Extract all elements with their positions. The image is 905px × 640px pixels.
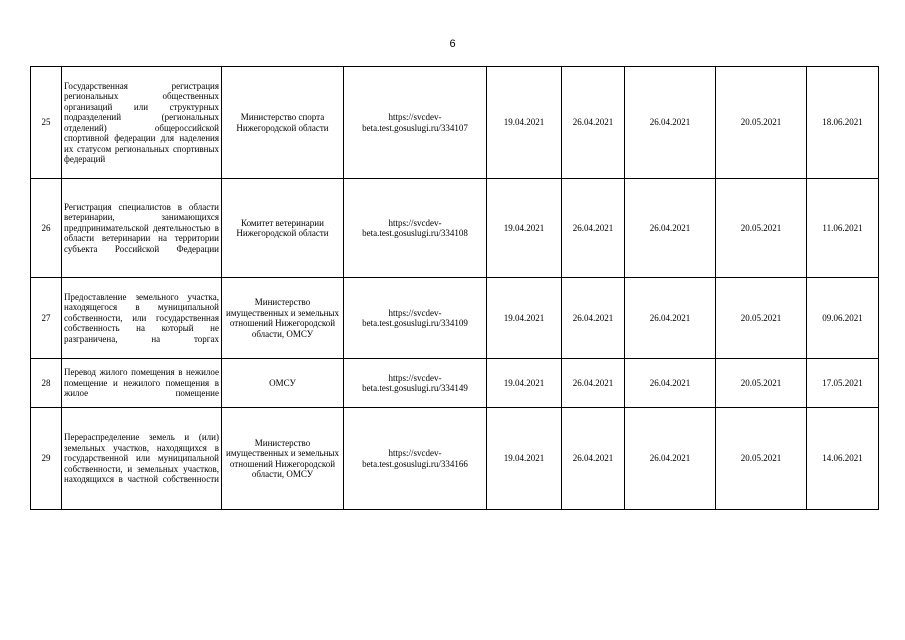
- service-name-cell: [62, 67, 222, 179]
- date-cell: 26.04.2021: [625, 408, 716, 510]
- date-cell: 26.04.2021: [625, 359, 716, 408]
- row-number-cell: 28: [31, 359, 62, 408]
- date-cell: 20.05.2021: [716, 278, 807, 359]
- table-row: [31, 67, 879, 179]
- service-name-cell: [62, 408, 222, 510]
- row-number-cell: 26: [31, 179, 62, 278]
- date-cell: 19.04.2021: [487, 278, 562, 359]
- table-row: [31, 278, 879, 359]
- service-name-cell: [62, 179, 222, 278]
- date-cell: 20.05.2021: [716, 408, 807, 510]
- date-cell: 26.04.2021: [625, 179, 716, 278]
- date-cell: 26.04.2021: [562, 179, 625, 278]
- service-name-text: Государственная регистрация региональных общественных организаций или структурных подразделений (региональных отделений) общероссийской спортивной федерации для наделения их статусом региональных спортивных федераций: [64, 80, 219, 164]
- services-table: [30, 66, 879, 510]
- service-link-cell: https://svcdev-beta.test.gosuslugi.ru/334109: [344, 278, 487, 359]
- date-cell: 26.04.2021: [562, 278, 625, 359]
- agency-cell: Комитет ветеринарии Нижегородской области: [222, 179, 344, 278]
- date-cell: 26.04.2021: [562, 67, 625, 179]
- date-cell: 11.06.2021: [807, 179, 879, 278]
- agency-cell: Министерство имущественных и земельных отношений Нижегородской области, ОМСУ: [222, 408, 344, 510]
- service-name-text: Перевод жилого помещения в нежилое помещение и нежилого помещения в жилое помещение: [64, 367, 219, 399]
- date-cell: 26.04.2021: [562, 408, 625, 510]
- table-row: [31, 359, 879, 408]
- date-cell: 09.06.2021: [807, 278, 879, 359]
- date-cell: 20.05.2021: [716, 359, 807, 408]
- service-name-cell: [62, 278, 222, 359]
- date-cell: 19.04.2021: [487, 67, 562, 179]
- agency-cell: Министерство спорта Нижегородской области: [222, 67, 344, 179]
- row-number-cell: 27: [31, 278, 62, 359]
- service-name-text: Перераспределение земель и (или) земельных участков, находящихся в государственной или муниципальной собственности, и земельных участков, находящихся в частной собственности: [64, 432, 219, 485]
- date-cell: 26.04.2021: [625, 278, 716, 359]
- service-link-cell: https://svcdev-beta.test.gosuslugi.ru/334166: [344, 408, 487, 510]
- date-cell: 19.04.2021: [487, 179, 562, 278]
- page-number: 6: [449, 38, 456, 50]
- agency-cell: ОМСУ: [222, 359, 344, 408]
- date-cell: 19.04.2021: [487, 359, 562, 408]
- date-cell: 26.04.2021: [625, 67, 716, 179]
- date-cell: 20.05.2021: [716, 179, 807, 278]
- row-number-cell: 25: [31, 67, 62, 179]
- date-cell: 14.06.2021: [807, 408, 879, 510]
- table-row: [31, 408, 879, 510]
- table-row: [31, 179, 879, 278]
- service-name-cell: [62, 359, 222, 408]
- service-link-cell: https://svcdev-beta.test.gosuslugi.ru/334108: [344, 179, 487, 278]
- date-cell: 18.06.2021: [807, 67, 879, 179]
- service-name-text: Регистрация специалистов в области ветеринарии, занимающихся предпринимательской деятельностью в области ветеринарии на территории субъекта Российской Федерации: [64, 201, 219, 254]
- date-cell: 19.04.2021: [487, 408, 562, 510]
- row-number-cell: 29: [31, 408, 62, 510]
- service-name-text: Предоставление земельного участка, находящегося в муниципальной собственности, или государственная собственность на который не разграничена, на торгах: [64, 291, 219, 344]
- service-link-cell: https://svcdev-beta.test.gosuslugi.ru/334149: [344, 359, 487, 408]
- service-link-cell: https://svcdev-beta.test.gosuslugi.ru/334107: [344, 67, 487, 179]
- date-cell: 26.04.2021: [562, 359, 625, 408]
- date-cell: 17.05.2021: [807, 359, 879, 408]
- date-cell: 20.05.2021: [716, 67, 807, 179]
- agency-cell: Министерство имущественных и земельных отношений Нижегородской области, ОМСУ: [222, 278, 344, 359]
